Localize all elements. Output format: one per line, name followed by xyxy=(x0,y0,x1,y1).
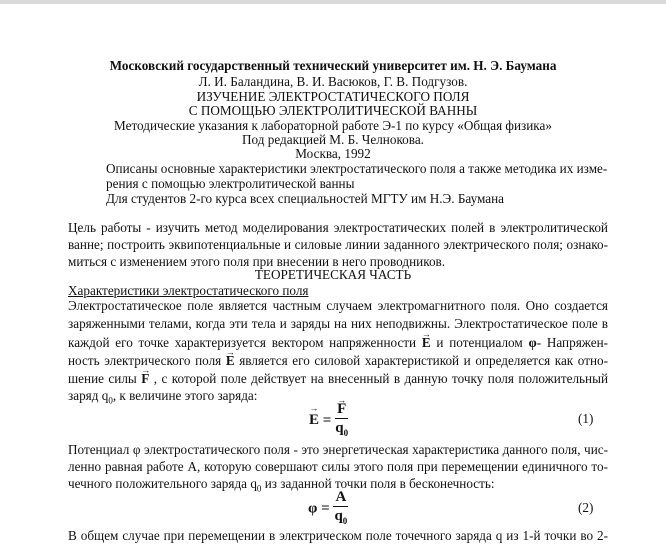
vector-f: → F xyxy=(141,370,149,388)
equation-1 xyxy=(309,400,348,442)
para3-line-1: В общем случае при перемещении в электрическом поле точечного заряда q из 1-й точки во 2- xyxy=(68,528,608,543)
goal-line-1: Цель работы - изучить метод моделирования электростатических полей в электролитической xyxy=(68,220,608,235)
para1-line-6-part-a: заряд q xyxy=(68,388,109,403)
para2-line-2: ленно равная работе А, которую совершают силы этого поля при перемещении единичного то- xyxy=(68,459,608,474)
eq1-numerator: → F xyxy=(337,400,346,418)
editor: Под редакцией М. Б. Челнокова. xyxy=(242,132,424,147)
para1-line-5 xyxy=(68,370,608,388)
goal-line-2: ванне; построить эквипотенциальные и силовые линии заданного электрического поля; ознако- xyxy=(68,237,608,252)
authors: Л. И. Баландина, В. И. Васюков, Г. В. Подгузов. xyxy=(198,74,468,89)
eq2-denominator-sub: 0 xyxy=(342,516,348,526)
abstract-line-1: Описаны основные характеристики электростатического поля а также методика их изме- xyxy=(106,161,608,176)
para1-line-3 xyxy=(68,334,608,352)
para1-line-5-part-a: шение силы xyxy=(68,371,137,386)
method-note: Методические указания к лабораторной работе Э-1 по курсу «Общая физика» xyxy=(114,118,552,133)
para2-line-3-part-a: чечного положительного заряда q xyxy=(68,476,257,491)
equation-2 xyxy=(308,488,348,530)
top-border xyxy=(0,0,666,4)
para1-line-3-part-a: каждой его точке характеризуется вектором напряженности xyxy=(68,335,417,350)
para1-line-2: заряженными телами, когда эти тела и заряды на них неподвижны. Электростатическое поле в xyxy=(68,316,608,331)
eq1-lhs: → E xyxy=(309,412,319,429)
para1-line-3-part-c: - Напряжен- xyxy=(536,335,609,350)
vector-e: → E xyxy=(422,334,431,352)
eq1-fraction xyxy=(335,400,348,442)
eq2-equals: = xyxy=(321,500,330,517)
equation-1-number: (1) xyxy=(578,411,594,426)
eq2-numerator: A xyxy=(335,489,347,505)
eq2-denominator: q xyxy=(334,508,343,524)
work-title-line-1: ИЗУЧЕНИЕ ЭЛЕКТРОСТАТИЧЕСКОГО ПОЛЯ xyxy=(196,89,470,104)
work-title-line-2: С ПОМОЩЬЮ ЭЛЕКТРОЛИТИЧЕСКОЙ ВАННЫ xyxy=(188,103,478,118)
goal-line-3: миться с изменением этого поля при внесении в него проводников. xyxy=(68,254,446,269)
para1-line-5-part-b: , с которой поле действует на внесенный в данную точку поля положительный xyxy=(153,371,609,386)
eq1-denominator-sub: 0 xyxy=(343,428,349,438)
subscript-zero: 0 xyxy=(108,395,113,406)
para1-line-3-part-b: и потенциалом xyxy=(436,335,523,350)
subsection-heading: Характеристики электростатического поля xyxy=(68,283,309,298)
eq1-equals: = xyxy=(322,412,332,429)
equation-2-number: (2) xyxy=(578,500,594,515)
abstract-line-2: рения с помощью электролитической ванны xyxy=(106,176,355,191)
university-title: Московский государственный технический университет им. Н. Э. Баумана xyxy=(109,58,557,73)
para1-line-4-part-a: ность электрического поля xyxy=(68,353,222,368)
phi-symbol: φ xyxy=(528,335,537,350)
para2-line-1: Потенциал φ электростатического поля - это энергетическая характеристика данного поля, чис- xyxy=(68,442,608,457)
eq2-fraction xyxy=(333,488,348,530)
subscript-zero: 0 xyxy=(256,483,262,494)
para2-line-3-part-b: из заданной точки поля в бесконечность: xyxy=(264,476,495,491)
eq1-denominator: q xyxy=(335,420,344,436)
eq2-lhs: φ xyxy=(308,500,318,517)
para1-line-1: Электростатическое поле является частным случаем электромагнитного поля. Оно создается xyxy=(68,298,608,313)
para1-line-4-part-b: является его силовой характеристикой и определяется как отно- xyxy=(239,353,609,368)
city-year: Москва, 1992 xyxy=(295,146,371,161)
audience: Для студентов 2-го курса всех специальностей МГТУ им Н.Э. Баумана xyxy=(106,191,505,206)
section-heading: ТЕОРЕТИЧЕСКАЯ ЧАСТЬ xyxy=(254,267,412,282)
para1-line-6-part-b: , к величине этого заряда: xyxy=(112,388,258,403)
vector-e: → E xyxy=(226,352,235,370)
